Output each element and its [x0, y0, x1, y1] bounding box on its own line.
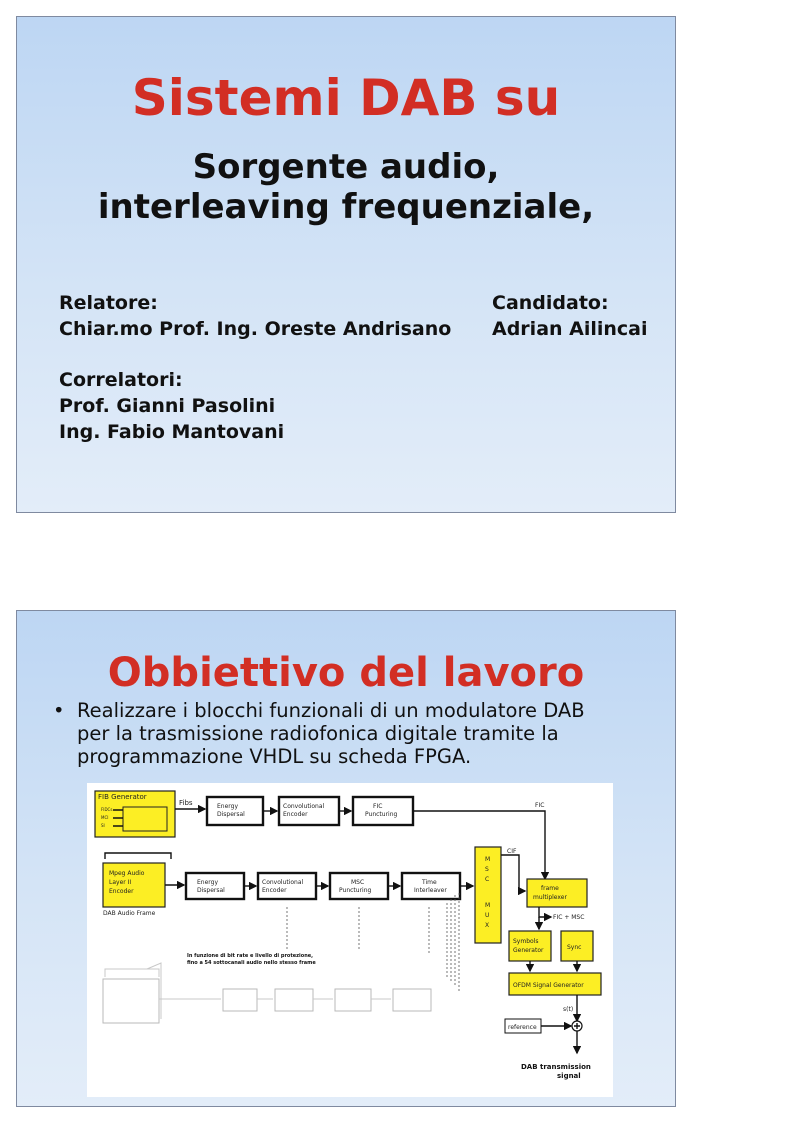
objective-slide [16, 610, 676, 1107]
mpeg-stack-mark [105, 853, 171, 859]
dab-audio-frame-label: DAB Audio Frame [103, 910, 156, 917]
subtitle-line: interleaving frequenziale, [97, 187, 595, 227]
relatore-name: Chiar.mo Prof. Ing. Oreste Andrisano [59, 318, 452, 340]
ghost-encoder-box [103, 979, 159, 1023]
energy-dispersal-text: Energy [197, 879, 219, 886]
correlatori-block [59, 367, 284, 445]
fic-puncturing-text: FIC [373, 803, 383, 810]
msc-puncturing-block [330, 873, 388, 899]
ghost-block [393, 989, 431, 1011]
bullet-line: per la trasmissione radiofonica digitale tramite la [77, 722, 559, 745]
time-interleaver-block [402, 873, 460, 899]
st-label: s(t) [563, 1006, 574, 1013]
bullet-text [77, 699, 667, 768]
msc-mux-letter: S [485, 866, 489, 873]
ghost-block [275, 989, 313, 1011]
slide1-subtitle [17, 147, 675, 227]
correlatori-label: Correlatori: [59, 369, 183, 391]
conv-encoder-text: Convolutional [283, 803, 325, 810]
note-text: fino a 54 sottocanali audio nello stesso frame [187, 960, 316, 966]
msc-puncturing-text: MSC [351, 879, 365, 886]
msc-mux-letter: M [485, 902, 491, 909]
output-label: signal [557, 1072, 581, 1080]
msc-mux-letter: C [485, 876, 490, 883]
symbols-generator-text: Generator [513, 947, 544, 954]
fic-puncturing-text: Puncturing [365, 811, 398, 818]
frame-multiplexer-box [527, 879, 587, 907]
time-interleaver-text: Interleaver [414, 887, 447, 894]
fib-input-label: SI [101, 823, 105, 828]
fic-msc-arrow [539, 907, 551, 917]
energy-dispersal-text: Dispersal [197, 887, 225, 894]
relatore-block [59, 290, 451, 342]
fibs-label: Fibs [179, 799, 193, 807]
fib-generator-label: FIB Generator [98, 793, 147, 801]
symbols-generator-box [509, 931, 551, 961]
fic-msc-label: FIC + MSC [553, 914, 585, 921]
symbols-generator-text: Symbols [513, 938, 539, 945]
output-label: DAB transmission [521, 1063, 591, 1071]
conv-encoder-text: Encoder [262, 887, 287, 894]
frame-multiplexer-text: frame [541, 885, 559, 892]
note-text: In funzione di bit rate e livello di protezione, [187, 953, 314, 959]
cif-line [501, 855, 525, 891]
bullet-line: Realizzare i blocchi funzionali di un modulatore DAB [77, 699, 585, 722]
fib-input-label: FIDCs [101, 807, 113, 812]
mpeg-text: Layer II [109, 879, 132, 886]
frame-multiplexer-text: multiplexer [533, 894, 567, 901]
mpeg-text: Encoder [109, 888, 134, 895]
conv-encoder-text: Convolutional [262, 879, 304, 886]
mpeg-text: Mpeg Audio [109, 870, 145, 877]
dab-block-diagram [87, 783, 613, 1097]
conv-encoder-text: Encoder [283, 811, 308, 818]
candidato-name: Adrian Ailincai [492, 318, 648, 340]
energy-dispersal-block-bottom [186, 873, 244, 899]
ofdm-text: OFDM Signal Generator [513, 982, 584, 989]
slide1-title: Sistemi DAB su [131, 69, 561, 127]
time-interleaver-text: Time [422, 879, 437, 886]
fib-input-label: MCI [101, 815, 109, 820]
dab-diagram-svg [87, 783, 613, 1097]
sync-text: Sync [567, 944, 582, 951]
bullet-line: programmazione VHDL su scheda FPGA. [77, 745, 472, 768]
candidato-label: Candidato: [492, 292, 609, 314]
fib-generator-inner [123, 807, 167, 831]
ghost-block [223, 989, 257, 1011]
dashed-connectors [287, 893, 459, 991]
reference-text: reference [508, 1024, 537, 1031]
msc-mux-letter: X [485, 922, 490, 929]
ghost-block [335, 989, 371, 1011]
fic-label: FIC [535, 802, 545, 809]
correlatore-name: Ing. Fabio Mantovani [59, 421, 285, 443]
msc-mux-letter: M [485, 856, 491, 863]
candidato-block [492, 290, 648, 342]
energy-dispersal-text: Dispersal [217, 811, 245, 818]
msc-mux-letter: U [485, 912, 490, 919]
cif-label: CIF [507, 848, 517, 855]
convolutional-encoder-block-bottom [258, 873, 316, 899]
title-slide [16, 16, 676, 513]
bullet-dot: • [53, 699, 65, 722]
relatore-label: Relatore: [59, 292, 158, 314]
correlatore-name: Prof. Gianni Pasolini [59, 395, 276, 417]
subtitle-line: Sorgente audio, [192, 147, 500, 187]
energy-dispersal-text: Energy [217, 803, 239, 810]
slide2-title: Obbiettivo del lavoro [107, 650, 585, 696]
msc-puncturing-text: Puncturing [339, 887, 372, 894]
